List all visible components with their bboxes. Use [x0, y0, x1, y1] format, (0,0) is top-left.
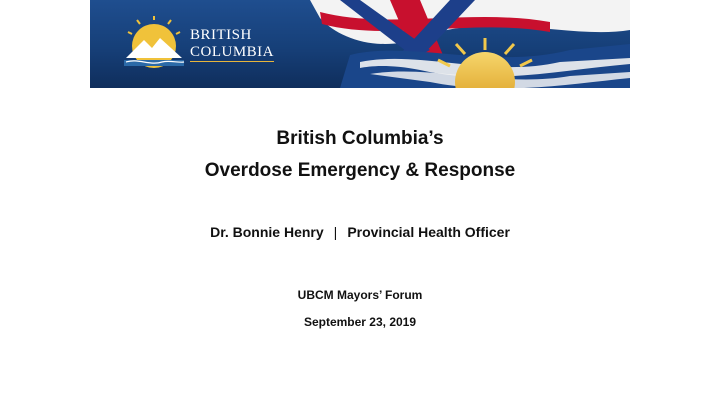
bc-logo-wordmark: [190, 28, 274, 61]
presenter-role: Provincial Health Officer: [347, 224, 510, 240]
bc-logo-sun-mountains-icon: [124, 16, 184, 68]
bc-flag-icon: [90, 0, 630, 88]
slide-title-line2: Overdose Emergency & Response: [204, 160, 516, 181]
event-name: UBCM Mayors’ Forum: [297, 288, 423, 302]
logo-line-british: BRITISH: [190, 27, 252, 43]
logo-line-columbia: COLUMBIA: [190, 44, 275, 60]
logo-underline: [190, 61, 274, 62]
presenter-separator: |: [333, 224, 338, 240]
presenter: [0, 224, 720, 240]
event-date: September 23, 2019: [303, 315, 417, 329]
slide-title-line1: British Columbia’s: [276, 128, 444, 149]
header-banner: [90, 0, 630, 88]
presenter-name: Dr. Bonnie Henry: [210, 224, 324, 240]
